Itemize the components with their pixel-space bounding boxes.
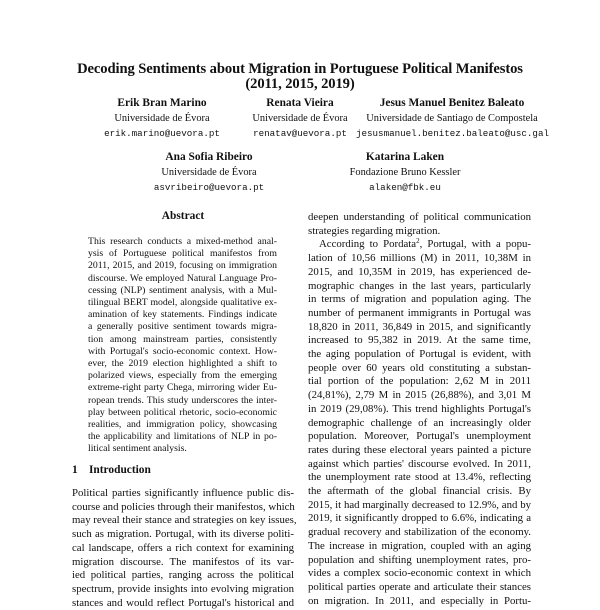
body-line: Political parties significantly influence public dis- xyxy=(72,487,294,499)
body-line: population and shifting unemployment rates, pro- xyxy=(308,553,531,566)
body-line: political parties operate and articulate their stances xyxy=(308,580,531,593)
abstract-heading: Abstract xyxy=(161,210,205,222)
body-line: the unemployment rate stood at 13.4%, reflecting xyxy=(308,471,531,484)
author-affiliation: Universidade de Évora xyxy=(252,113,348,125)
body-line: ied political parties, ranging across the political xyxy=(72,569,294,582)
paper-title xyxy=(40,62,560,92)
body-line: The increase in migration, coupled with an aging xyxy=(308,539,531,552)
body-line: strategies regarding migration. xyxy=(308,224,441,237)
author-email[interactable]: alaken@fbk.eu xyxy=(369,182,441,194)
body-line: rates during these electoral years painted a picture xyxy=(308,443,531,456)
body-line: stances and would reflect Portugal's historical and xyxy=(72,596,294,609)
body-line-pordata xyxy=(308,238,531,252)
footnote-mark[interactable]: 2 xyxy=(416,237,420,246)
author-affiliation: Universidade de Santiago de Compostela xyxy=(366,113,538,125)
body-line: 2015, and 10,35M in 2019, has experienced de- xyxy=(308,265,531,278)
author-block xyxy=(134,150,284,196)
body-line: deepen understanding of political communication xyxy=(308,211,531,223)
section-title: Introduction xyxy=(89,464,151,476)
body-line: lation of 10,56 millions (M) in 2011, 10,38M in xyxy=(308,252,531,265)
abstract-line: realities, and immigration policy, showcasing xyxy=(88,419,277,431)
abstract-line: 2011, 2015, and 2019, focusing on immigration xyxy=(88,260,277,272)
body-line: number of permanent immigrants in Portugal was xyxy=(308,306,531,319)
abstract-line: ever, the 2019 election highlighted a shift to xyxy=(88,358,277,370)
abstract-line: with Portugal's socio-economic context. How- xyxy=(88,345,277,357)
body-line: migration discourse. The manifestos of its var- xyxy=(72,555,294,568)
author-affiliation: Fondazione Bruno Kessler xyxy=(349,167,461,179)
body-line: increased to 95,382 in 2019. At the same time, xyxy=(308,334,531,347)
author-block xyxy=(330,150,480,196)
abstract-line: the applicability and limitations of NLP in po- xyxy=(88,431,277,443)
author-affiliation: Universidade de Évora xyxy=(161,167,257,179)
author-block xyxy=(244,96,356,142)
body-line: such as migration. Portugal, with its diverse politi- xyxy=(72,528,294,541)
abstract-line: play between political rhetoric, socio-economic xyxy=(88,406,277,418)
body-line: 18,820 in 2011, 36,849 in 2015, and significantly xyxy=(308,320,531,333)
abstract-line: litical sentiment analysis. xyxy=(88,443,187,455)
abstract-line: discourse. We employed Natural Language Pro- xyxy=(88,272,277,284)
pordata-text-rest: , Portugal, with a popu- xyxy=(419,238,531,251)
author-block xyxy=(356,96,548,142)
author-email[interactable]: erik.marino@uevora.pt xyxy=(104,128,220,140)
body-line: the aging population of Portugal is evident, with xyxy=(308,348,531,361)
body-line: cal landscape, offers a rich context for examining xyxy=(72,541,294,554)
abstract-line: amination of key statements. Findings indicate xyxy=(88,309,277,321)
author-affiliation: Universidade de Évora xyxy=(114,113,210,125)
author-block xyxy=(82,96,242,142)
author-email[interactable]: jesusmanuel.benitez.baleato@usc.gal xyxy=(356,128,549,140)
body-line: demographic challenge of an increasingly older xyxy=(308,416,531,429)
body-line: population. Moreover, Portugal's unemployment xyxy=(308,430,531,443)
body-line: in 2019 (29,08%). This trend highlights Portugal's xyxy=(308,402,531,415)
body-line: people over 60 years old constituting a substan- xyxy=(308,361,531,374)
body-line: gradual recovery and stabilization of the economy. xyxy=(308,526,531,539)
author-name: Erik Bran Marino xyxy=(117,97,207,109)
author-name: Ana Sofia Ribeiro xyxy=(165,151,253,163)
pordata-text: According to Pordata xyxy=(319,238,417,251)
body-line: may reveal their stance and strategies on key issues, xyxy=(72,514,297,527)
section-number: 1 xyxy=(72,464,78,476)
body-line: in terms of migration and population aging. The xyxy=(308,293,531,306)
title-line-1: Decoding Sentiments about Migration in Portuguese Political Manifestos xyxy=(77,61,523,77)
author-email[interactable]: asvribeiro@uevora.pt xyxy=(153,182,265,194)
author-email[interactable]: renatav@uevora.pt xyxy=(253,128,347,140)
abstract-line: a generally positive sentiment towards migra- xyxy=(88,321,277,333)
abstract-line: ropean trends. This study underscores the inter- xyxy=(88,394,277,406)
body-line: 2015, it had marginally decreased to 12.9%, and by xyxy=(308,498,531,511)
abstract-body xyxy=(88,236,277,456)
title-line-2: (2011, 2015, 2019) xyxy=(245,76,355,92)
body-line: course and policies through their manifestos, which xyxy=(72,500,295,513)
body-line: spectrum, provide insights into evolving migration xyxy=(72,582,294,595)
abstract-line: tilingual BERT model, alongside qualitative ex- xyxy=(88,297,277,309)
abstract-line: ysis of Portuguese political manifestos from xyxy=(88,248,277,260)
body-line: on migration. In 2011, and especially in Portu- xyxy=(308,594,531,607)
abstract-line: cessing (NLP) sentiment analysis, with a Mul- xyxy=(88,284,277,296)
introduction-paragraph-1 xyxy=(72,487,297,610)
body-line: the aftermath of the global financial crisis. By xyxy=(308,485,531,498)
body-line: vides a complex socio-economic context in which xyxy=(308,567,531,580)
body-line: mographic changes in the last years, particularly xyxy=(308,279,531,292)
body-line: (24,81%), 2,79 M in 2015 (26,88%), and 3,01 M xyxy=(308,389,531,402)
abstract-line: extreme-right party Chega, mirroring wider Eu- xyxy=(88,382,277,394)
section-heading-introduction xyxy=(72,464,151,476)
abstract-line: tion among mainstream parties, consistently xyxy=(88,333,277,345)
abstract-line: polarized views, especially from the emerging xyxy=(88,370,277,382)
body-line: 2019, it significantly dropped to 6.6%, indicating a xyxy=(308,512,531,525)
author-name: Renata Vieira xyxy=(266,97,334,109)
body-line: against which parties' discourse evolved. In 2011, xyxy=(308,457,531,470)
right-column xyxy=(308,211,531,608)
body-line: tial portion of the population: 2,62 M in 2011 xyxy=(308,375,531,388)
abstract-line: This research conducts a mixed-method anal- xyxy=(88,236,277,247)
author-name: Jesus Manuel Benitez Baleato xyxy=(379,97,525,109)
author-name: Katarina Laken xyxy=(365,151,445,163)
